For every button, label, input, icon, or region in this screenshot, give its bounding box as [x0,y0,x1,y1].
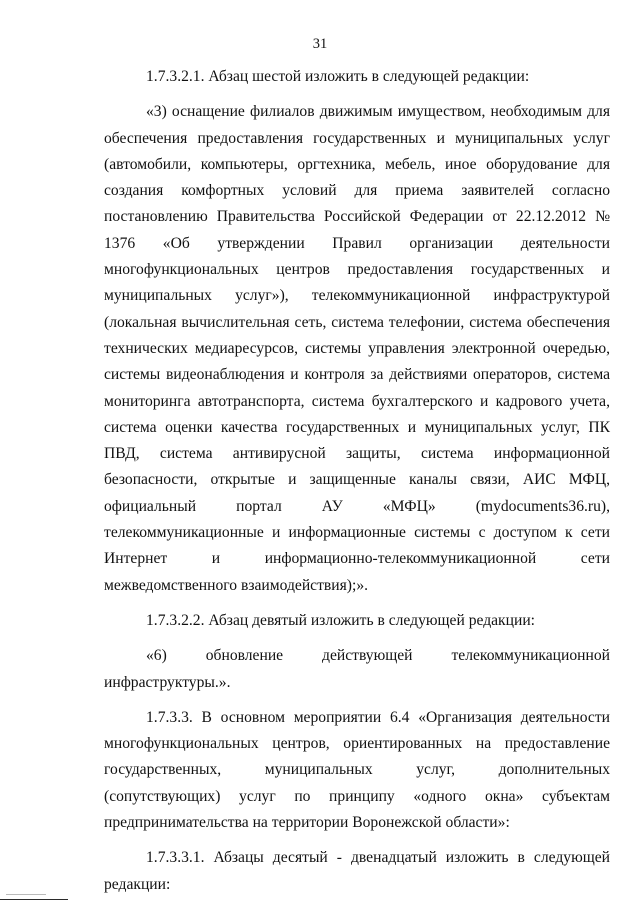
scan-edge-mark [0,899,68,900]
paragraph-1-7-3-3: 1.7.3.3. В основном мероприятии 6.4 «Организация деятельности многофункциональных центров, ориентированных на предоставление государственных, муниципальных услуг, дополнительных (сопутствующих) услуг по принципу «одного окна» субъектам предпринимательства на территории Воронежской области»: [104,708,610,832]
page-number: 31 [312,36,328,52]
document-body [104,64,610,907]
paragraph-1-7-3-2-1: 1.7.3.2.1. Абзац шестой изложить в следующей редакции: [146,68,530,85]
scan-edge-mark-faint [6,894,46,895]
paragraph-item-6-update: «6) обновление действующей телекоммуникационной инфраструктуры.». [104,647,610,691]
paragraph-item-3-equipment: «3) оснащение филиалов движимым имуществом, необходимым для обеспечения предоставления государственных и муниципальных услуг (автомобили, компьютеры, оргтехника, мебель, иное оборудование для создания комфортных условий для приема заявителей согласно постановлению Правительства Российской Федерации от 22.12.2012 № 1376 «Об утверждении Правил организации деятельности многофункциональных центров предоставления государственных и муниципальных услуг»), телекоммуникационной инфраструктурой (локальная вычислительная сеть, система телефонии, система обеспечения технических медиаресурсов, системы управления электронной очередью, системы видеонаблюдения и контроля за действиями операторов, система мониторинга автотранспорта, система бухгалтерского и кадрового учета, система оценки качества государственных и муниципальных услуг, ПК ПВД, система антивирусной защиты, система информационной безопасности, открытые и защищенные каналы связи, АИС МФЦ, официальный портал АУ «МФЦ» (mydocuments36.ru), телекоммуникационные и информационные системы с доступом к сети Интернет и информационно-телекоммуникационной сети межведомственного взаимодействия);». [104,103,610,594]
paragraph-1-7-3-3-1: 1.7.3.3.1. Абзацы десятый - двенадцатый изложить в следующей редакции: [104,849,610,893]
paragraph-1-7-3-2-2: 1.7.3.2.2. Абзац девятый изложить в следующей редакции: [146,611,536,629]
